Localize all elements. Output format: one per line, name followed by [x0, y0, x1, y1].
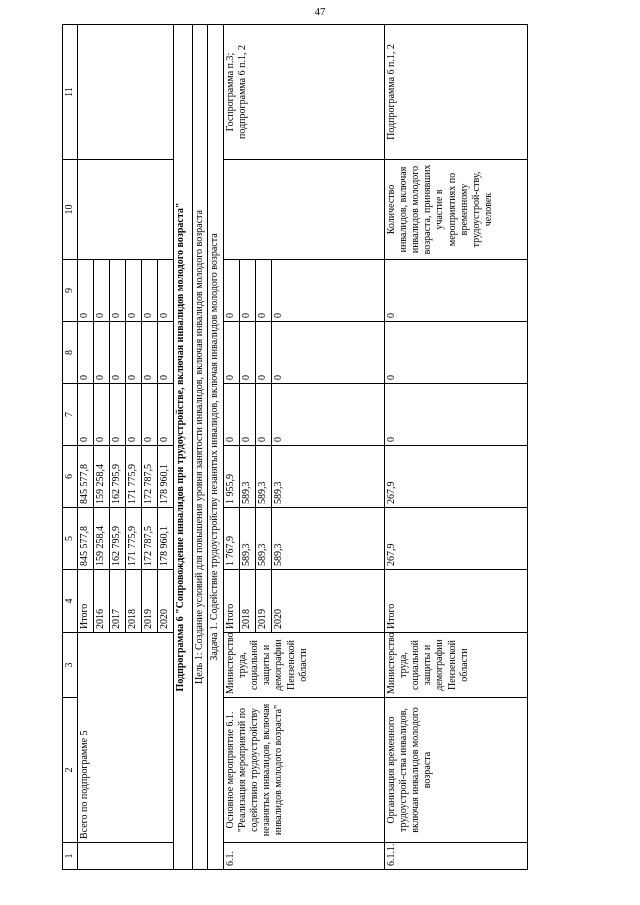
col-num: 6	[63, 446, 78, 508]
program-reference: Подпрограмма 6 п.1, 2	[384, 25, 527, 160]
table-row: 2019 589,3 589,3 0 0 0	[255, 25, 271, 870]
table-row: 6.1.1. Организация временного трудоустрой-ства инвалидов, включая инвалидов молодого возраста Министерство труда, социальной защиты и демографии Пензенской области Итого 267,9 267,9 0 0 0 Количество инвалидов, включая инвалидов молодого возраста, принявших участие в мероприятиях по временному трудоустрой-ству, человек Подпрограмма 6 п.1, 2	[384, 25, 527, 870]
col-num: 8	[63, 322, 78, 384]
indicator: Количество инвалидов, включая инвалидов молодого возраста, принявших участие в мероприятиях по временному трудоустрой-ству, человек	[384, 160, 527, 260]
table-row: 6.1. Основное мероприятие 6.1. "Реализация мероприятий по содействию трудоустройству незанятых инвалидов, включая инвалидов молодого возраста" Министерство труда, социальной защиты и демографии Пензенской области Итого 1 767,9 1 955,9 0 0 0 Госпрограмма п.3; подпрограмма 6 п.1, 2	[223, 25, 239, 870]
table-row: 2020 589,3 589,3 0 0 0	[271, 25, 384, 870]
subprogram-title: Подпрограмма 6 "Сопровождение инвалидов при трудоустройстве, включая инвалидов молодого возраста"	[174, 25, 193, 870]
col-num: 9	[63, 260, 78, 322]
goal-row	[193, 25, 208, 870]
col-num: 3	[63, 633, 78, 698]
rotated-table-sheet	[62, 25, 580, 870]
col-num: 2	[63, 698, 78, 843]
row-number: 6.1.	[223, 843, 384, 870]
table-row: Всего по подпрограмме 5 Итого 845 577,8 845 577,8 0 0 0	[78, 25, 94, 870]
col-num: 4	[63, 570, 78, 633]
subprogram-title-row	[174, 25, 193, 870]
program-reference: Госпрограмма п.3; подпрограмма 6 п.1, 2	[223, 25, 384, 160]
col-num: 10	[63, 160, 78, 260]
page-number: 47	[314, 6, 326, 18]
executor: Министерство труда, социальной защиты и демографии Пензенской области	[384, 633, 527, 698]
table-row: 2016 159 258,4 159 258,4 0 0 0	[94, 25, 110, 870]
measure-name: Организация временного трудоустрой-ства инвалидов, включая инвалидов молодого возраста	[384, 698, 527, 843]
task-text: Задача 1. Содействие трудоустройству незанятых инвалидов, включая инвалидов молодого возраста	[208, 25, 223, 870]
col-num: 7	[63, 384, 78, 446]
table-row: 2019 172 787,5 172 787,5 0 0 0	[142, 25, 158, 870]
goal-text: Цель 1: Создание условий для повышения уровня занятости инвалидов, включая инвалидов молодого возраста	[193, 25, 208, 870]
total-label: Всего по подпрограмме 5	[78, 633, 174, 843]
table-row: 2020 178 960,1 178 960,1 0 0 0	[158, 25, 174, 870]
task-row	[208, 25, 223, 870]
column-number-row	[63, 25, 78, 870]
col-num: 5	[63, 508, 78, 570]
col-num: 1	[63, 843, 78, 870]
row-number: 6.1.1.	[384, 843, 527, 870]
table-row: 2018 589,3 589,3 0 0 0	[239, 25, 255, 870]
table-row: 2018 171 775,9 171 775,9 0 0 0	[126, 25, 142, 870]
measure-name: Основное мероприятие 6.1. "Реализация мероприятий по содействию трудоустройству незанятых инвалидов, включая инвалидов молодого возраста"	[223, 698, 384, 843]
table-row: 2017 162 795,9 162 795,9 0 0 0	[110, 25, 126, 870]
col-num: 11	[63, 25, 78, 160]
budget-table	[62, 24, 528, 870]
executor: Министерство труда, социальной защиты и демографии Пензенской области	[223, 633, 384, 698]
